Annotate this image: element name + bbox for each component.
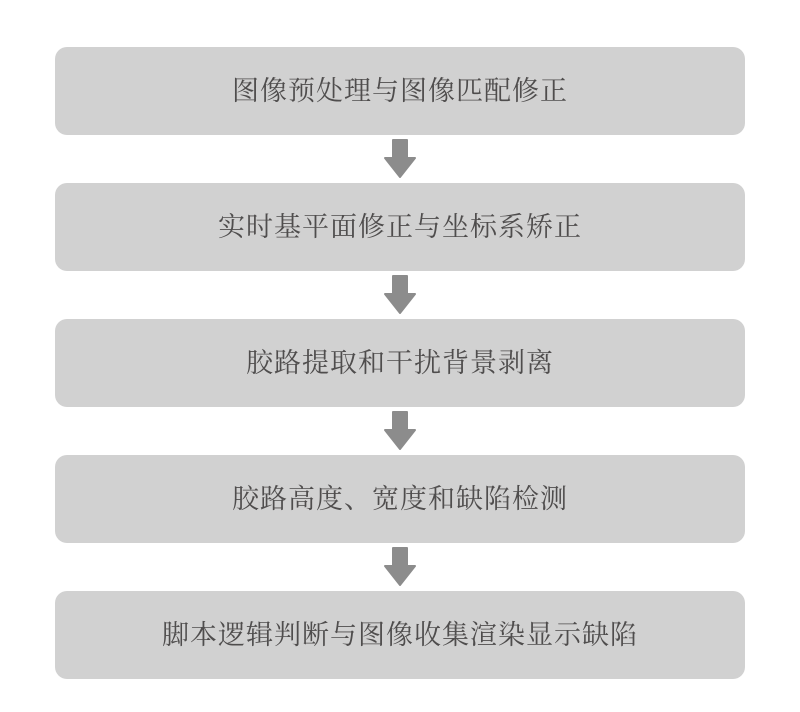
flow-step-3-label: 胶路提取和干扰背景剥离	[246, 347, 554, 378]
flow-step-3	[55, 319, 745, 407]
arrow-down-icon	[383, 407, 417, 455]
flow-step-2-label: 实时基平面修正与坐标系矫正	[218, 211, 582, 242]
arrow-down-icon	[383, 543, 417, 591]
flow-step-2	[55, 183, 745, 271]
flow-step-4-label: 胶路高度、宽度和缺陷检测	[232, 483, 568, 514]
flow-step-5	[55, 591, 745, 679]
flow-step-4	[55, 455, 745, 543]
flow-step-5-label: 脚本逻辑判断与图像收集渲染显示缺陷	[162, 619, 638, 650]
flow-step-1	[55, 47, 745, 135]
flow-step-1-label: 图像预处理与图像匹配修正	[232, 75, 568, 106]
arrow-down-icon	[383, 271, 417, 319]
arrow-down-icon	[383, 135, 417, 183]
